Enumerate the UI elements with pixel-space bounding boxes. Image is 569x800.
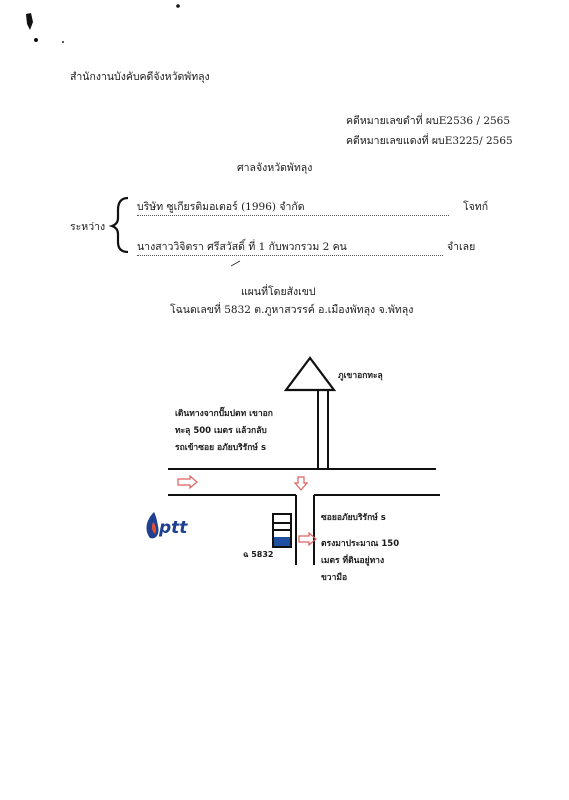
court-name: ศาลจังหวัดพัทลุง: [237, 162, 313, 174]
ptt-logo-text: ptt: [159, 518, 188, 538]
brace: [112, 198, 128, 252]
directions-text: เดินทางจากปั๊มปตท เขาอก ทะลุ 500 เมตร แล้วกลับ รถเข้าซอย อภัยบริรักษ์ s: [175, 409, 273, 453]
office-name: สำนักงานบังคับคดีจังหวัดพัทลุง: [70, 71, 210, 83]
landmark-label: ภูเขาอกทะลุ: [338, 371, 383, 381]
soi-label: ซอยอภัยบริรักษ์ s: [321, 513, 386, 523]
arrow-down-icon: [295, 477, 307, 490]
deed-info: โฉนดเลขที่ 5832 ต.ภูหาสวรรค์ อ.เมืองพัทลุง จ.พัทลุง: [170, 304, 414, 316]
plot-note: ตรงมาประมาณ 150 เมตร ที่ดินอยู่ทาง ขวามือ: [321, 539, 400, 583]
arrow-right-icon: [178, 476, 197, 488]
scan-marks: [26, 4, 180, 43]
between-label: ระหว่าง: [70, 221, 106, 233]
plot-label: ฉ 5832: [243, 550, 274, 559]
plaintiff-name: บริษัท ซูเกียรติมอเตอร์ (1996) จำกัด: [137, 198, 449, 216]
defendant-role: จำเลย: [447, 241, 476, 253]
defendant-name: นางสาววิจิตรา ศรีสวัสดิ์ ที่ 1 กับพวกรวม 2 คน: [137, 238, 443, 256]
soi-road: [296, 495, 314, 565]
ptt-logo-icon: [147, 512, 189, 538]
road-to-mountain: [286, 358, 334, 468]
land-plot: [273, 514, 291, 547]
red-case-number: คดีหมายเลขแดงที่ ผบE3225/ 2565: [346, 135, 513, 147]
plaintiff-role: โจทก์: [463, 201, 489, 213]
map-heading: แผนที่โดยสังเขป: [241, 286, 316, 298]
black-case-number: คดีหมายเลขดำที่ ผบE2536 / 2565: [346, 115, 511, 127]
